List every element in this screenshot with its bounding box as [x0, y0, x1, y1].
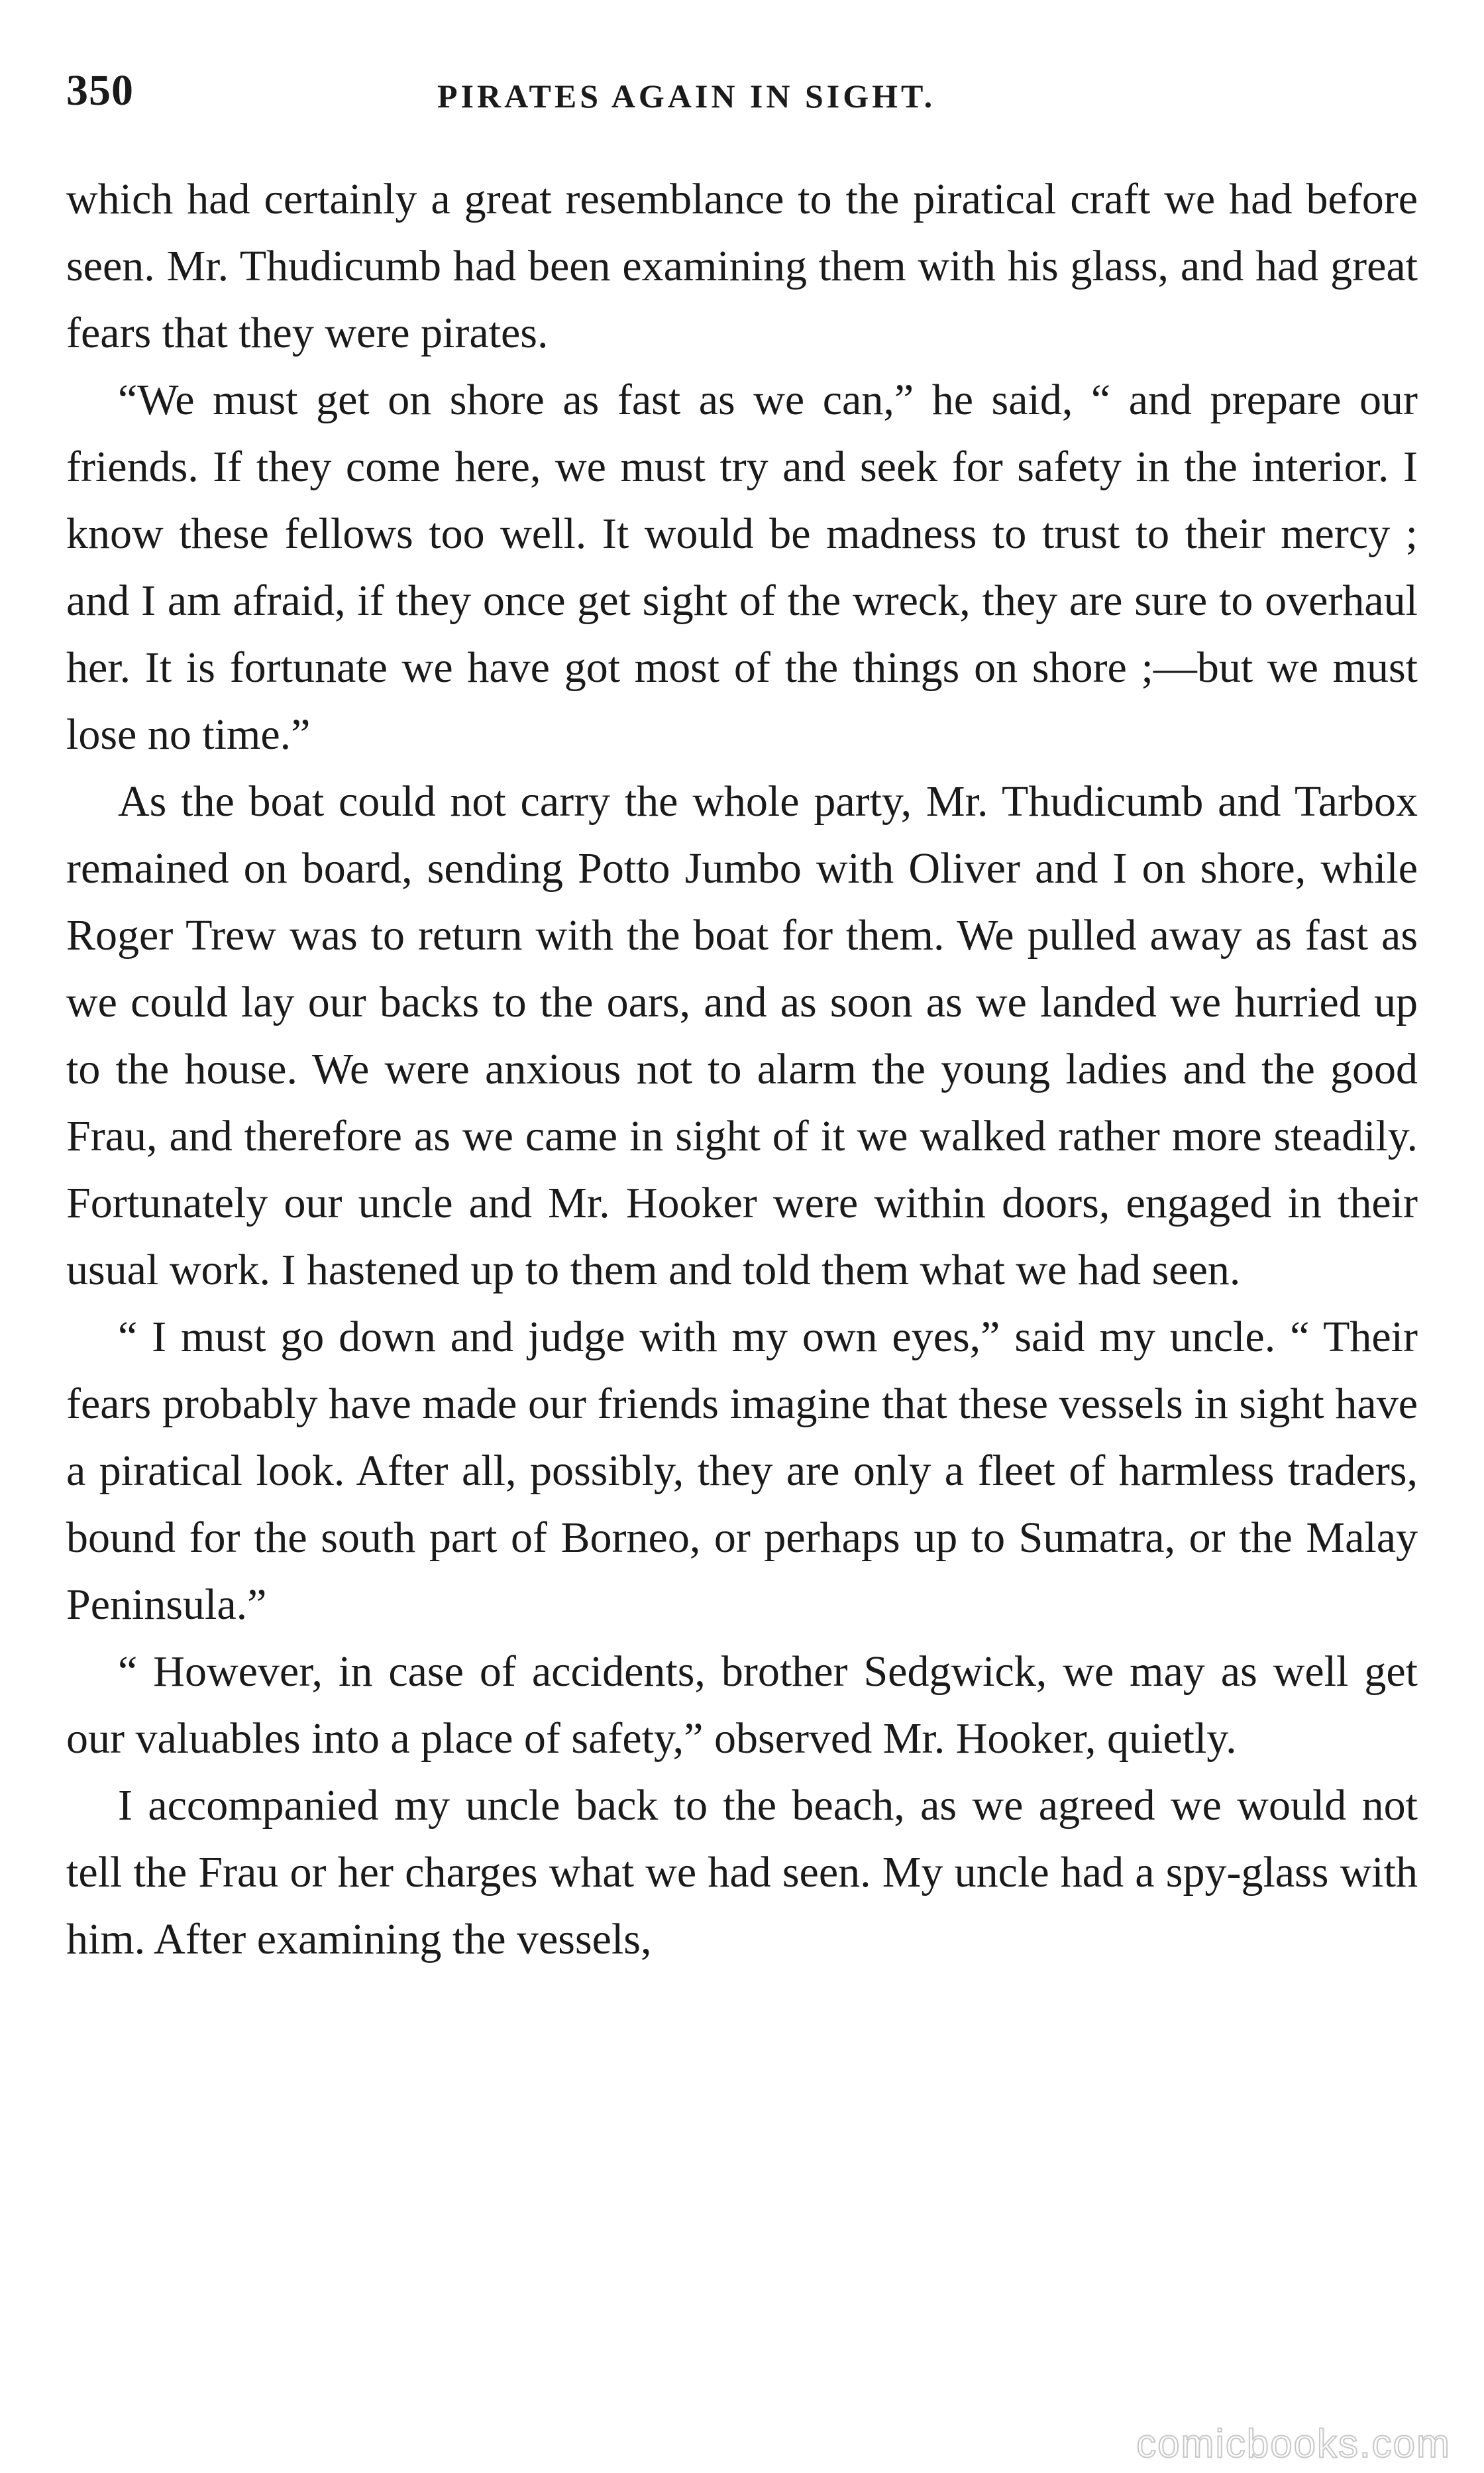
paragraph-5: “ However, in case of accidents, brother Sedgwick, we may as well get our valuables into a place of safety,” observed Mr. Hooker, quietly. — [66, 1647, 1418, 1763]
paragraph-1: which had certainly a great resemblance to the piratical craft we had before seen. Mr. Thudicumb had been examining them with his glass, and had great fears that they were pirates. — [66, 175, 1418, 357]
page-number: 350 — [66, 66, 134, 115]
page-header — [66, 61, 1418, 121]
paragraph-4: “ I must go down and judge with my own eyes,” said my uncle. “ Their fears probably have made our friends imagine that these vessels in sight have a piratical look. After all, possibly, they are only a fleet of harmless traders, bound for the south part of Borneo, or perhaps up to Sumatra, or the Malay Peninsula.” — [66, 1313, 1418, 1629]
body-text — [66, 166, 1418, 1973]
paragraph-3: As the boat could not carry the whole party, Mr. Thudicumb and Tarbox remained on board, sending Potto Jumbo with Oliver and I on shore, while Roger Trew was to return with the boat for them. We pulled away as fast as we could lay our backs to the oars, and as soon as we landed we hurried up to the house. We were anxious not to alarm the young ladies and the good Frau, and therefore as we came in sight of it we walked rather more steadily. Fortunately our uncle and Mr. Hooker were within doors, engaged in their usual work. I hastened up to them and told them what we had seen. — [66, 777, 1418, 1294]
paragraph-2: “We must get on shore as fast as we can,” he said, “ and prepare our friends. If they come here, we must try and seek for safety in the interior. I know these fellows too well. It would be madness to trust to their mercy ; and I am afraid, if they once get sight of the wreck, they are sure to overhaul her. It is fortunate we have got most of the things on shore ;—but we must lose no time.” — [66, 376, 1418, 759]
paragraph-6: I accompanied my uncle back to the beach, as we agreed we would not tell the Frau or her charges what we had seen. My uncle had a spy-glass with him. After examining the vessels, — [66, 1781, 1418, 1963]
watermark: comicbooks.com — [1136, 2421, 1451, 2466]
running-head: PIRATES AGAIN IN SIGHT. — [437, 78, 936, 115]
